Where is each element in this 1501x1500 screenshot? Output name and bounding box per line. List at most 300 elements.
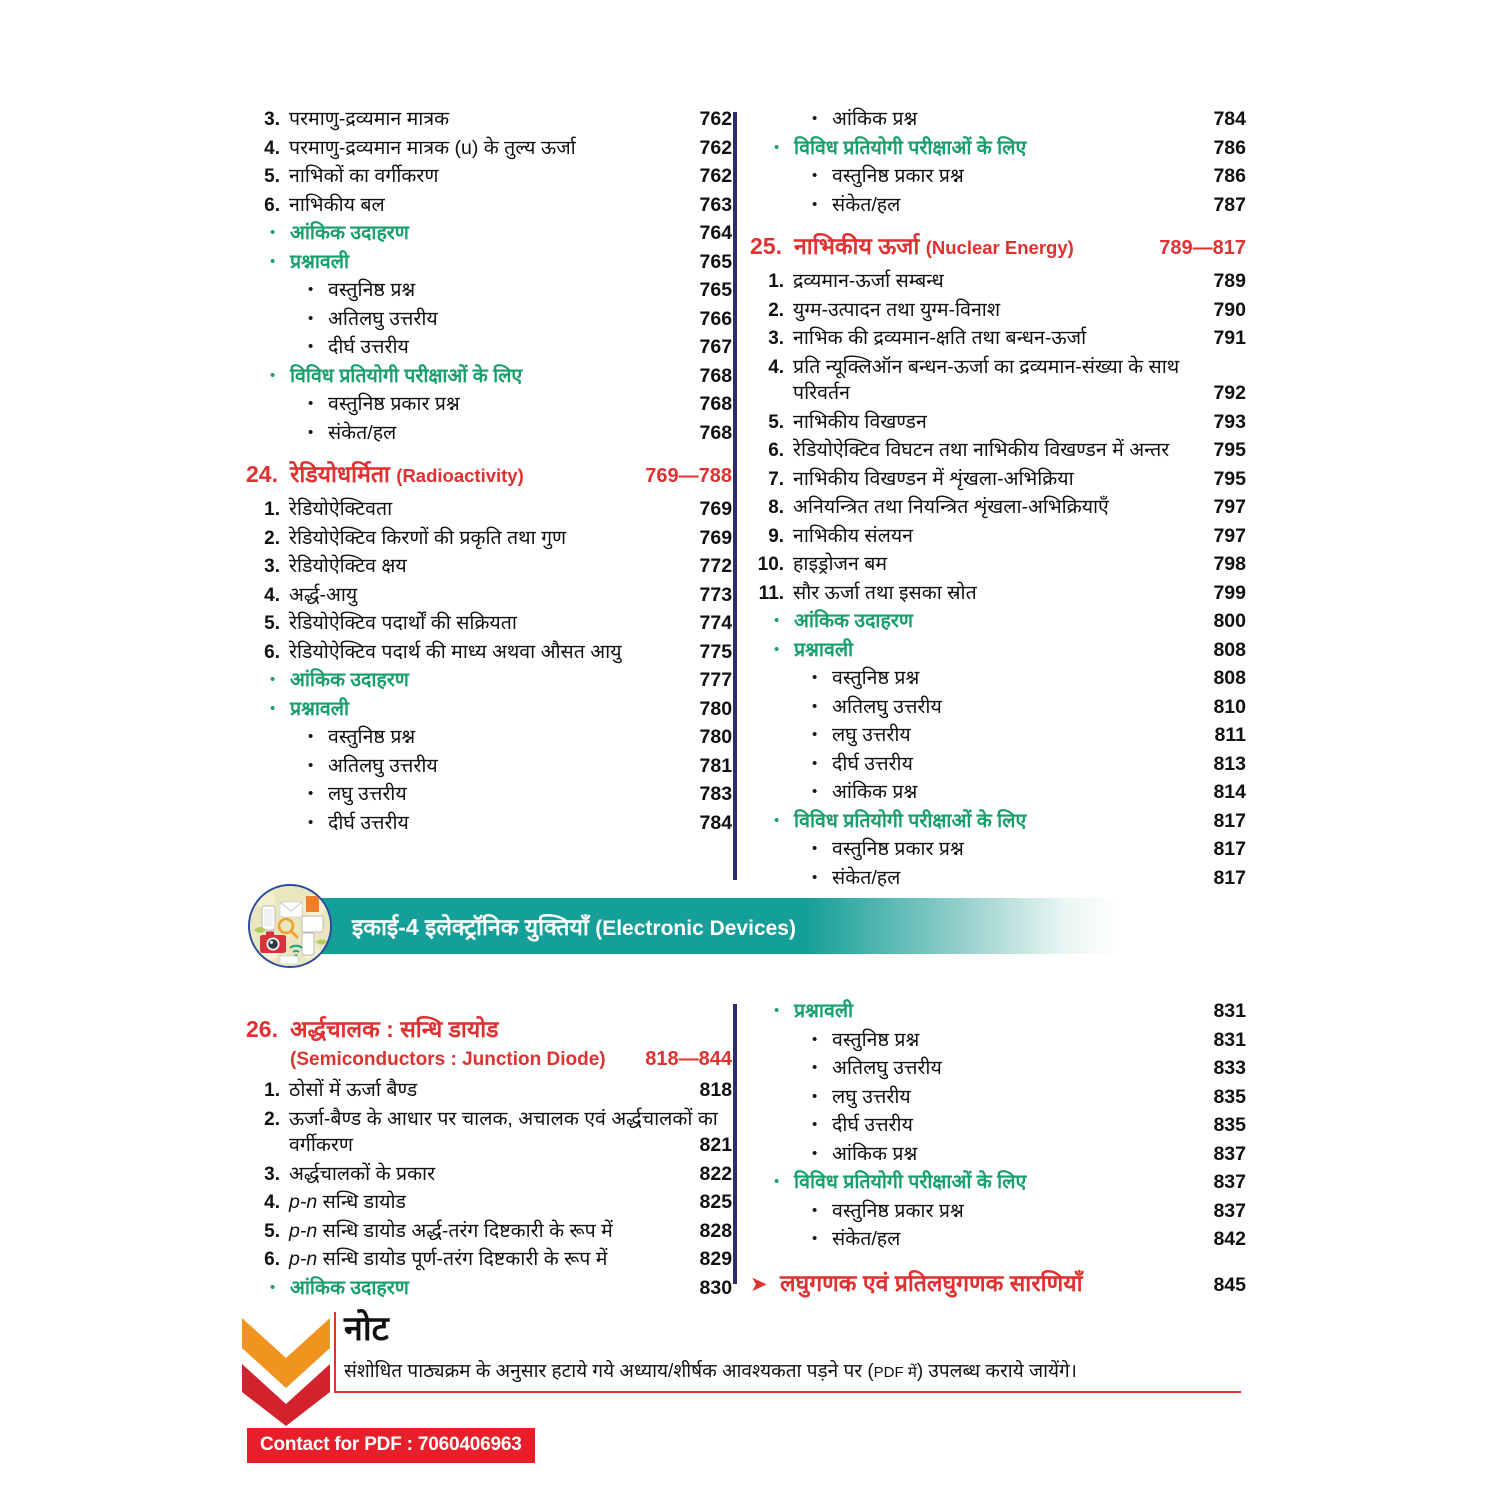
- toc-entry[interactable]: [246, 281, 732, 301]
- toc-entry[interactable]: [750, 638, 1246, 661]
- toc-entry[interactable]: [246, 728, 732, 748]
- entry-page: 808: [1213, 638, 1246, 661]
- toc-entry[interactable]: [750, 612, 1246, 632]
- toc-entry[interactable]: [750, 298, 1246, 321]
- entry-page: 831: [1213, 1000, 1246, 1022]
- toc-entry[interactable]: [750, 669, 1246, 689]
- entry-title: वस्तुनिष्ठ प्रश्न: [832, 1028, 920, 1051]
- chapter-number: 26.: [246, 1016, 278, 1042]
- entry-number: 11.: [758, 582, 785, 604]
- entry-page: 762: [699, 108, 733, 130]
- toc-entry[interactable]: [750, 1002, 1246, 1022]
- entry-page: 793: [1213, 410, 1246, 433]
- bullet-icon: •: [308, 309, 314, 327]
- toc-entry[interactable]: [750, 1059, 1246, 1079]
- toc-entry[interactable]: [246, 1219, 733, 1242]
- toc-entry[interactable]: [246, 1193, 732, 1213]
- entry-number: 4.: [264, 137, 280, 159]
- entry-title: आंकिक प्रश्न: [832, 1142, 918, 1165]
- toc-entry[interactable]: [750, 1199, 1246, 1222]
- entry-number: 4.: [768, 356, 785, 378]
- toc-entry[interactable]: [750, 410, 1246, 433]
- entry-page: 765: [699, 279, 733, 301]
- toc-entry[interactable]: [246, 136, 733, 159]
- entry-number: 5.: [264, 613, 280, 634]
- entry-page: 837: [1213, 1142, 1246, 1165]
- entry-page: 837: [1213, 1171, 1246, 1193]
- entry-title: प्रश्नावली: [290, 250, 350, 273]
- entry-title: प्रश्नावली: [290, 697, 350, 720]
- chapter-title: नाभिकीय ऊर्जा (Nuclear Energy): [794, 233, 1074, 259]
- entry-title: दीर्घ उत्तरीय: [328, 336, 409, 358]
- toc-entry[interactable]: [750, 110, 1246, 130]
- bullet-icon: •: [270, 252, 276, 270]
- entry-page: 780: [699, 726, 733, 748]
- bullet-icon: •: [812, 697, 818, 715]
- entry-title: संकेत/हल: [832, 1228, 901, 1250]
- toc-entry[interactable]: [750, 1116, 1246, 1136]
- toc-entry[interactable]: [246, 557, 732, 577]
- entry-title: विविध प्रतियोगी परीक्षाओं के लिए: [794, 809, 1027, 832]
- bullet-icon: •: [774, 1002, 780, 1019]
- entry-title: प्रति न्यूक्लिऑन बन्धन-ऊर्जा का द्रव्यमान-संख्या के साथ: [793, 355, 1180, 378]
- entry-number: 3.: [768, 328, 785, 349]
- chapter-page-range: 789—817: [1159, 237, 1246, 259]
- entry-title: अतिलघु उत्तरीय: [832, 1057, 942, 1079]
- entry-page: 775: [699, 640, 733, 663]
- bullet-icon: •: [308, 728, 314, 745]
- entry-title: रेडियोऐक्टिव किरणों की प्रकृति तथा गुण: [289, 526, 567, 549]
- toc-entry[interactable]: [750, 467, 1246, 490]
- entry-title: प्रश्नावली: [794, 1000, 854, 1022]
- toc-entry[interactable]: [246, 224, 732, 244]
- entry-number: 3.: [264, 109, 280, 130]
- entry-title: लघु उत्तरीय: [832, 1085, 911, 1108]
- bullet-icon: •: [812, 1201, 818, 1219]
- entry-page: 814: [1213, 781, 1246, 803]
- top-toc-section: [246, 110, 1246, 897]
- entry-title: रेडियोऐक्टिव पदार्थ की माध्य अथवा औसत आयु: [289, 640, 622, 663]
- entry-page: 810: [1213, 695, 1246, 718]
- entry-title: लघु उत्तरीय: [328, 783, 407, 805]
- entry-page: 813: [1213, 752, 1246, 775]
- entry-title: वस्तुनिष्ठ प्रश्न: [328, 726, 416, 748]
- note-text-me: में: [903, 1363, 917, 1381]
- entry-page: 830: [699, 1276, 733, 1299]
- entry-title: संकेत/हल: [832, 866, 901, 889]
- entry-title: दीर्घ उत्तरीय: [832, 1114, 913, 1136]
- entry-title: वस्तुनिष्ठ प्रकार प्रश्न: [328, 393, 460, 415]
- toc-entry[interactable]: [750, 752, 1246, 775]
- electronic-devices-collage-icon: [248, 884, 332, 968]
- bullet-icon: •: [774, 640, 780, 658]
- entry-number: 4.: [264, 584, 280, 606]
- bullet-icon: •: [308, 785, 314, 802]
- chapter-heading[interactable]: [246, 457, 732, 489]
- entry-title: संकेत/हल: [328, 421, 397, 444]
- entry-number: 6.: [264, 194, 280, 216]
- entry-title: नाभिकीय बल: [289, 193, 385, 216]
- entry-number: 6.: [264, 1249, 280, 1270]
- toc-entry[interactable]: [246, 785, 732, 805]
- bullet-icon: •: [270, 224, 276, 241]
- column-divider-top: [733, 112, 737, 880]
- entry-number: 8.: [768, 497, 785, 518]
- entry-page: 831: [1213, 1028, 1246, 1051]
- entry-page: 789: [1213, 270, 1246, 292]
- entry-title: सौर ऊर्जा तथा इसका स्रोत: [793, 581, 977, 604]
- bottom-right-column: [750, 1002, 1246, 1307]
- toc-entry[interactable]: [750, 136, 1246, 159]
- note-text-part1: संशोधित पाठ्यक्रम के अनुसार हटाये गये अध्याय/शीर्षक आवश्यकता पड़ने पर (: [344, 1360, 874, 1382]
- unit-banner-label: [352, 910, 796, 942]
- entry-page: 766: [699, 307, 733, 330]
- toc-entry[interactable]: [246, 364, 733, 387]
- entry-number: 6.: [768, 440, 785, 461]
- note-rule: [336, 1391, 1241, 1393]
- bullet-icon: •: [308, 756, 314, 774]
- bullet-icon: •: [812, 726, 818, 743]
- toc-entry[interactable]: [246, 583, 733, 606]
- bullet-icon: •: [308, 338, 314, 355]
- entry-title: आंकिक उदाहरण: [794, 610, 913, 632]
- toc-entry[interactable]: [246, 421, 733, 444]
- toc-entry[interactable]: [750, 498, 1246, 518]
- entry-page: 777: [699, 669, 733, 691]
- toc-entry[interactable]: [750, 167, 1246, 187]
- entry-title: वस्तुनिष्ठ प्रकार प्रश्न: [832, 165, 964, 187]
- entry-page: 825: [699, 1191, 733, 1213]
- entry-title: हाइड्रोजन बम: [793, 553, 888, 575]
- toc-entry[interactable]: [750, 1173, 1246, 1193]
- entry-title: प्रश्नावली: [794, 638, 854, 661]
- entry-page: 787: [1213, 193, 1246, 216]
- toc-entry[interactable]: [246, 395, 732, 415]
- entry-title: विविध प्रतियोगी परीक्षाओं के लिए: [794, 136, 1027, 159]
- toc-entry[interactable]: [246, 526, 733, 549]
- bullet-icon: •: [812, 1116, 818, 1133]
- entry-page: 829: [699, 1248, 733, 1270]
- bullet-icon: •: [812, 195, 818, 213]
- note-text: [336, 1348, 1241, 1391]
- note-body: [334, 1312, 1241, 1393]
- entry-title: रेडियोऐक्टिव पदार्थों की सक्रियता: [289, 612, 517, 634]
- bullet-icon: •: [812, 167, 818, 184]
- entry-title: अर्द्धचालकों के प्रकार: [289, 1162, 436, 1185]
- toc-entry[interactable]: [246, 754, 733, 777]
- bottom-toc-section: [246, 1002, 1246, 1307]
- entry-title: आंकिक प्रश्न: [832, 781, 918, 803]
- contact-badge[interactable]: Contact for PDF : 7060406963: [247, 1428, 535, 1463]
- bullet-icon: •: [774, 811, 780, 829]
- chapter-heading[interactable]: [246, 1012, 732, 1071]
- entry-title: नाभिकीय विखण्डन में शृंखला-अभिक्रिया: [793, 467, 1074, 490]
- entry-title: अनियन्त्रित तथा नियन्त्रित शृंखला-अभिक्रियाएँ: [793, 496, 1109, 518]
- double-chevron-icon: [238, 1312, 334, 1428]
- entry-title: युग्म-उत्पादन तथा युग्म-विनाश: [793, 298, 1001, 321]
- entry-page: 790: [1213, 298, 1246, 321]
- entry-page: 781: [699, 754, 733, 777]
- chapter-title-en: (Radioactivity): [396, 465, 524, 486]
- toc-entry[interactable]: [750, 1142, 1246, 1165]
- entry-number: 7.: [768, 468, 785, 490]
- chapter-title-en: (Nuclear Energy): [925, 237, 1074, 258]
- toc-entry[interactable]: [246, 1250, 732, 1270]
- entry-number: 3.: [264, 556, 280, 577]
- entry-title: वस्तुनिष्ठ प्रकार प्रश्न: [832, 838, 964, 860]
- entry-title: आंकिक उदाहरण: [290, 669, 409, 691]
- toc-entry[interactable]: [750, 1230, 1246, 1250]
- bullet-icon: •: [308, 395, 314, 412]
- entry-page: 821: [699, 1134, 733, 1156]
- toc-entry[interactable]: [750, 441, 1246, 461]
- toc-entry[interactable]: [246, 614, 732, 634]
- toc-entry[interactable]: [246, 671, 732, 691]
- bullet-icon: •: [812, 1230, 818, 1247]
- entry-page: 784: [1213, 108, 1246, 130]
- entry-title-cont: वर्गीकरण: [289, 1134, 353, 1156]
- bullet-icon: •: [774, 1173, 780, 1190]
- entry-page: 837: [1213, 1199, 1246, 1222]
- toc-entry[interactable]: [246, 1107, 733, 1156]
- entry-title: आंकिक उदाहरण: [290, 1276, 409, 1299]
- toc-entry[interactable]: [750, 695, 1246, 718]
- entry-number: 2.: [264, 1108, 280, 1130]
- entry-page: 792: [1213, 382, 1246, 404]
- toc-entry[interactable]: [750, 555, 1246, 575]
- entry-title: p-n सन्धि डायोड पूर्ण-तरंग दिष्टकारी के रूप में: [289, 1248, 608, 1270]
- entry-page: 799: [1213, 581, 1246, 604]
- entry-number: 1.: [768, 271, 785, 292]
- entry-page: 773: [699, 583, 733, 606]
- entry-title: विविध प्रतियोगी परीक्षाओं के लिए: [794, 1171, 1027, 1193]
- note-text-pdf: PDF: [873, 1363, 904, 1381]
- toc-entry[interactable]: [246, 338, 732, 358]
- note-text-part2: ) उपलब्ध कराये जायेंगे।: [916, 1360, 1077, 1382]
- entry-page: 786: [1213, 165, 1246, 187]
- entry-page: 795: [1213, 467, 1246, 490]
- note-box: [238, 1312, 1239, 1432]
- toc-entry[interactable]: [750, 809, 1246, 832]
- bullet-icon: •: [270, 699, 276, 717]
- entry-title: p-n सन्धि डायोड: [289, 1191, 406, 1213]
- entry-title: वस्तुनिष्ठ प्रकार प्रश्न: [832, 1199, 964, 1222]
- toc-entry[interactable]: [750, 355, 1246, 404]
- entry-title-cont: परिवर्तन: [793, 382, 850, 404]
- bullet-icon: •: [308, 423, 314, 441]
- toc-entry[interactable]: [246, 811, 733, 834]
- chapter-number: 25.: [750, 233, 783, 259]
- chapter-title: अर्द्धचालक : सन्धि डायोड: [290, 1016, 499, 1042]
- entry-number: 2.: [264, 527, 280, 549]
- entry-page: 835: [1213, 1114, 1246, 1136]
- entry-page: 800: [1213, 610, 1246, 632]
- entry-title: परमाणु-द्रव्यमान मात्रक: [289, 108, 450, 130]
- toc-entry[interactable]: [750, 866, 1246, 889]
- appendix-entry[interactable]: [750, 1266, 1246, 1298]
- entry-page: 783: [699, 783, 733, 805]
- entry-number: 1.: [264, 499, 280, 520]
- entry-title: द्रव्यमान-ऊर्जा सम्बन्ध: [793, 270, 944, 292]
- entry-title: दीर्घ उत्तरीय: [328, 811, 409, 834]
- arrow-bullet-icon: ➤: [750, 1272, 768, 1296]
- bullet-icon: •: [308, 813, 314, 831]
- chapter-title-en: (Semiconductors : Junction Diode): [290, 1049, 606, 1070]
- column-divider-bottom: [733, 1004, 737, 1284]
- toc-entry[interactable]: [750, 726, 1246, 746]
- entry-page: 798: [1213, 553, 1246, 575]
- bullet-icon: •: [270, 1278, 276, 1296]
- entry-number: 10.: [757, 554, 785, 575]
- entry-page: 822: [699, 1162, 733, 1185]
- toc-entry[interactable]: [246, 110, 732, 130]
- bottom-left-column: [246, 1002, 732, 1307]
- toc-entry[interactable]: [750, 272, 1246, 292]
- toc-entry[interactable]: [246, 307, 733, 330]
- entry-page: 764: [699, 222, 733, 244]
- entry-page: 835: [1213, 1085, 1246, 1108]
- toc-entry[interactable]: [246, 250, 733, 273]
- chapter-title: रेडियोधर्मिता (Radioactivity): [290, 461, 524, 487]
- entry-page: 833: [1213, 1057, 1246, 1079]
- entry-page: 762: [699, 136, 733, 159]
- entry-title: नाभिकीय विखण्डन: [793, 410, 927, 433]
- toc-entry[interactable]: [246, 1081, 732, 1101]
- entry-page: 768: [699, 393, 733, 415]
- bullet-icon: •: [308, 281, 314, 298]
- entry-page: 817: [1213, 838, 1246, 860]
- appendix-page: 845: [1213, 1273, 1246, 1296]
- bullet-icon: •: [812, 1030, 818, 1048]
- entry-title: रेडियोऐक्टिव विघटन तथा नाभिकीय विखण्डन में अन्तर: [793, 439, 1170, 461]
- bullet-icon: •: [270, 366, 276, 384]
- entry-page: 797: [1213, 496, 1246, 518]
- entry-title: परमाणु-द्रव्यमान मात्रक (u) के तुल्य ऊर्जा: [289, 136, 576, 159]
- entry-page: 808: [1213, 667, 1246, 689]
- entry-title: p-n सन्धि डायोड अर्द्ध-तरंग दिष्टकारी के रूप में: [289, 1219, 613, 1242]
- entry-title: अतिलघु उत्तरीय: [328, 754, 438, 777]
- entry-title: आंकिक उदाहरण: [290, 222, 409, 244]
- toc-entry[interactable]: [750, 840, 1246, 860]
- bullet-icon: •: [812, 1144, 818, 1162]
- bullet-icon: •: [812, 110, 818, 127]
- toc-entry[interactable]: [246, 500, 732, 520]
- entry-page: 797: [1213, 524, 1246, 547]
- appendix-title: लघुगणक एवं प्रतिलघुगणक सारणियाँ: [780, 1269, 1083, 1296]
- toc-entry[interactable]: [246, 1162, 733, 1185]
- entry-title: विविध प्रतियोगी परीक्षाओं के लिए: [290, 364, 523, 387]
- top-left-column: [246, 110, 732, 897]
- unit-label-en: (Electronic Devices): [595, 917, 796, 940]
- bullet-icon: •: [812, 783, 818, 800]
- entry-title: वस्तुनिष्ठ प्रश्न: [832, 667, 920, 689]
- entry-page: 817: [1213, 809, 1246, 832]
- entry-page: 769: [699, 498, 733, 520]
- entry-number: 2.: [768, 299, 785, 321]
- entry-number: 5.: [768, 411, 785, 433]
- entry-title: रेडियोऐक्टिव क्षय: [289, 555, 407, 577]
- entry-number: 9.: [768, 525, 785, 547]
- chapter-page-range: 769—788: [645, 465, 733, 487]
- top-right-column: [750, 110, 1246, 897]
- entry-page: 842: [1213, 1228, 1246, 1250]
- chapter-number: 24.: [246, 461, 278, 487]
- entry-page: 774: [699, 612, 733, 634]
- entry-title: ऊर्जा-बैण्ड के आधार पर चालक, अचालक एवं अर्द्धचालकों का: [289, 1107, 718, 1130]
- entry-title: रेडियोऐक्टिवता: [289, 498, 393, 520]
- toc-entry[interactable]: [246, 167, 732, 187]
- entry-page: 786: [1213, 136, 1246, 159]
- entry-page: 772: [699, 555, 733, 577]
- toc-entry[interactable]: [246, 193, 733, 216]
- bullet-icon: •: [812, 669, 818, 686]
- toc-entry[interactable]: [750, 1085, 1246, 1108]
- entry-number: 4.: [264, 1192, 280, 1213]
- bullet-icon: •: [270, 671, 276, 688]
- bullet-icon: •: [812, 754, 818, 772]
- bullet-icon: •: [812, 868, 818, 886]
- entry-page: 762: [699, 165, 733, 187]
- bullet-icon: •: [812, 1087, 818, 1105]
- toc-entry[interactable]: [246, 1276, 733, 1299]
- entry-page: 784: [699, 811, 733, 834]
- entry-number: 5.: [264, 1220, 280, 1242]
- chapter-page-range: 818—844: [645, 1048, 733, 1070]
- bullet-icon: •: [812, 840, 818, 857]
- entry-number: 6.: [264, 641, 280, 663]
- note-title: नोट: [344, 1310, 389, 1348]
- toc-entry[interactable]: [750, 329, 1246, 349]
- toc-entry[interactable]: [750, 1028, 1246, 1051]
- toc-entry[interactable]: [750, 193, 1246, 216]
- entry-title: अर्द्ध-आयु: [289, 583, 358, 606]
- entry-page: 780: [699, 697, 733, 720]
- entry-page: 795: [1213, 439, 1246, 461]
- toc-entry[interactable]: [750, 524, 1246, 547]
- entry-page: 828: [699, 1219, 733, 1242]
- entry-title: नाभिक की द्रव्यमान-क्षति तथा बन्धन-ऊर्जा: [793, 327, 1087, 349]
- entry-page: 768: [699, 421, 733, 444]
- toc-entry[interactable]: [750, 783, 1246, 803]
- entry-number: 5.: [264, 166, 280, 187]
- bullet-icon: •: [774, 612, 780, 629]
- entry-number: 3.: [264, 1163, 280, 1185]
- entry-page: 768: [699, 364, 733, 387]
- entry-page: 791: [1213, 327, 1246, 349]
- toc-entry[interactable]: [246, 697, 733, 720]
- entry-title: वस्तुनिष्ठ प्रश्न: [328, 279, 416, 301]
- chapter-heading[interactable]: [750, 229, 1246, 261]
- entry-page: 811: [1214, 724, 1246, 746]
- entry-page: 769: [699, 526, 733, 549]
- entry-title: दीर्घ उत्तरीय: [832, 752, 913, 775]
- entry-title: संकेत/हल: [832, 193, 901, 216]
- entry-title: नाभिकों का वर्गीकरण: [289, 165, 439, 187]
- entry-title: नाभिकीय संलयन: [793, 524, 913, 547]
- toc-entry[interactable]: [246, 640, 733, 663]
- entry-title: ठोसों में ऊर्जा बैण्ड: [289, 1079, 418, 1101]
- bullet-icon: •: [812, 1059, 818, 1076]
- entry-page: 765: [699, 250, 733, 273]
- entry-title: लघु उत्तरीय: [832, 724, 911, 746]
- entry-page: 767: [699, 336, 733, 358]
- entry-title: आंकिक प्रश्न: [832, 108, 918, 130]
- entry-page: 763: [699, 193, 733, 216]
- entry-page: 818: [699, 1079, 733, 1101]
- entry-number: 1.: [264, 1080, 280, 1101]
- entry-page: 817: [1213, 866, 1246, 889]
- toc-entry[interactable]: [750, 581, 1246, 604]
